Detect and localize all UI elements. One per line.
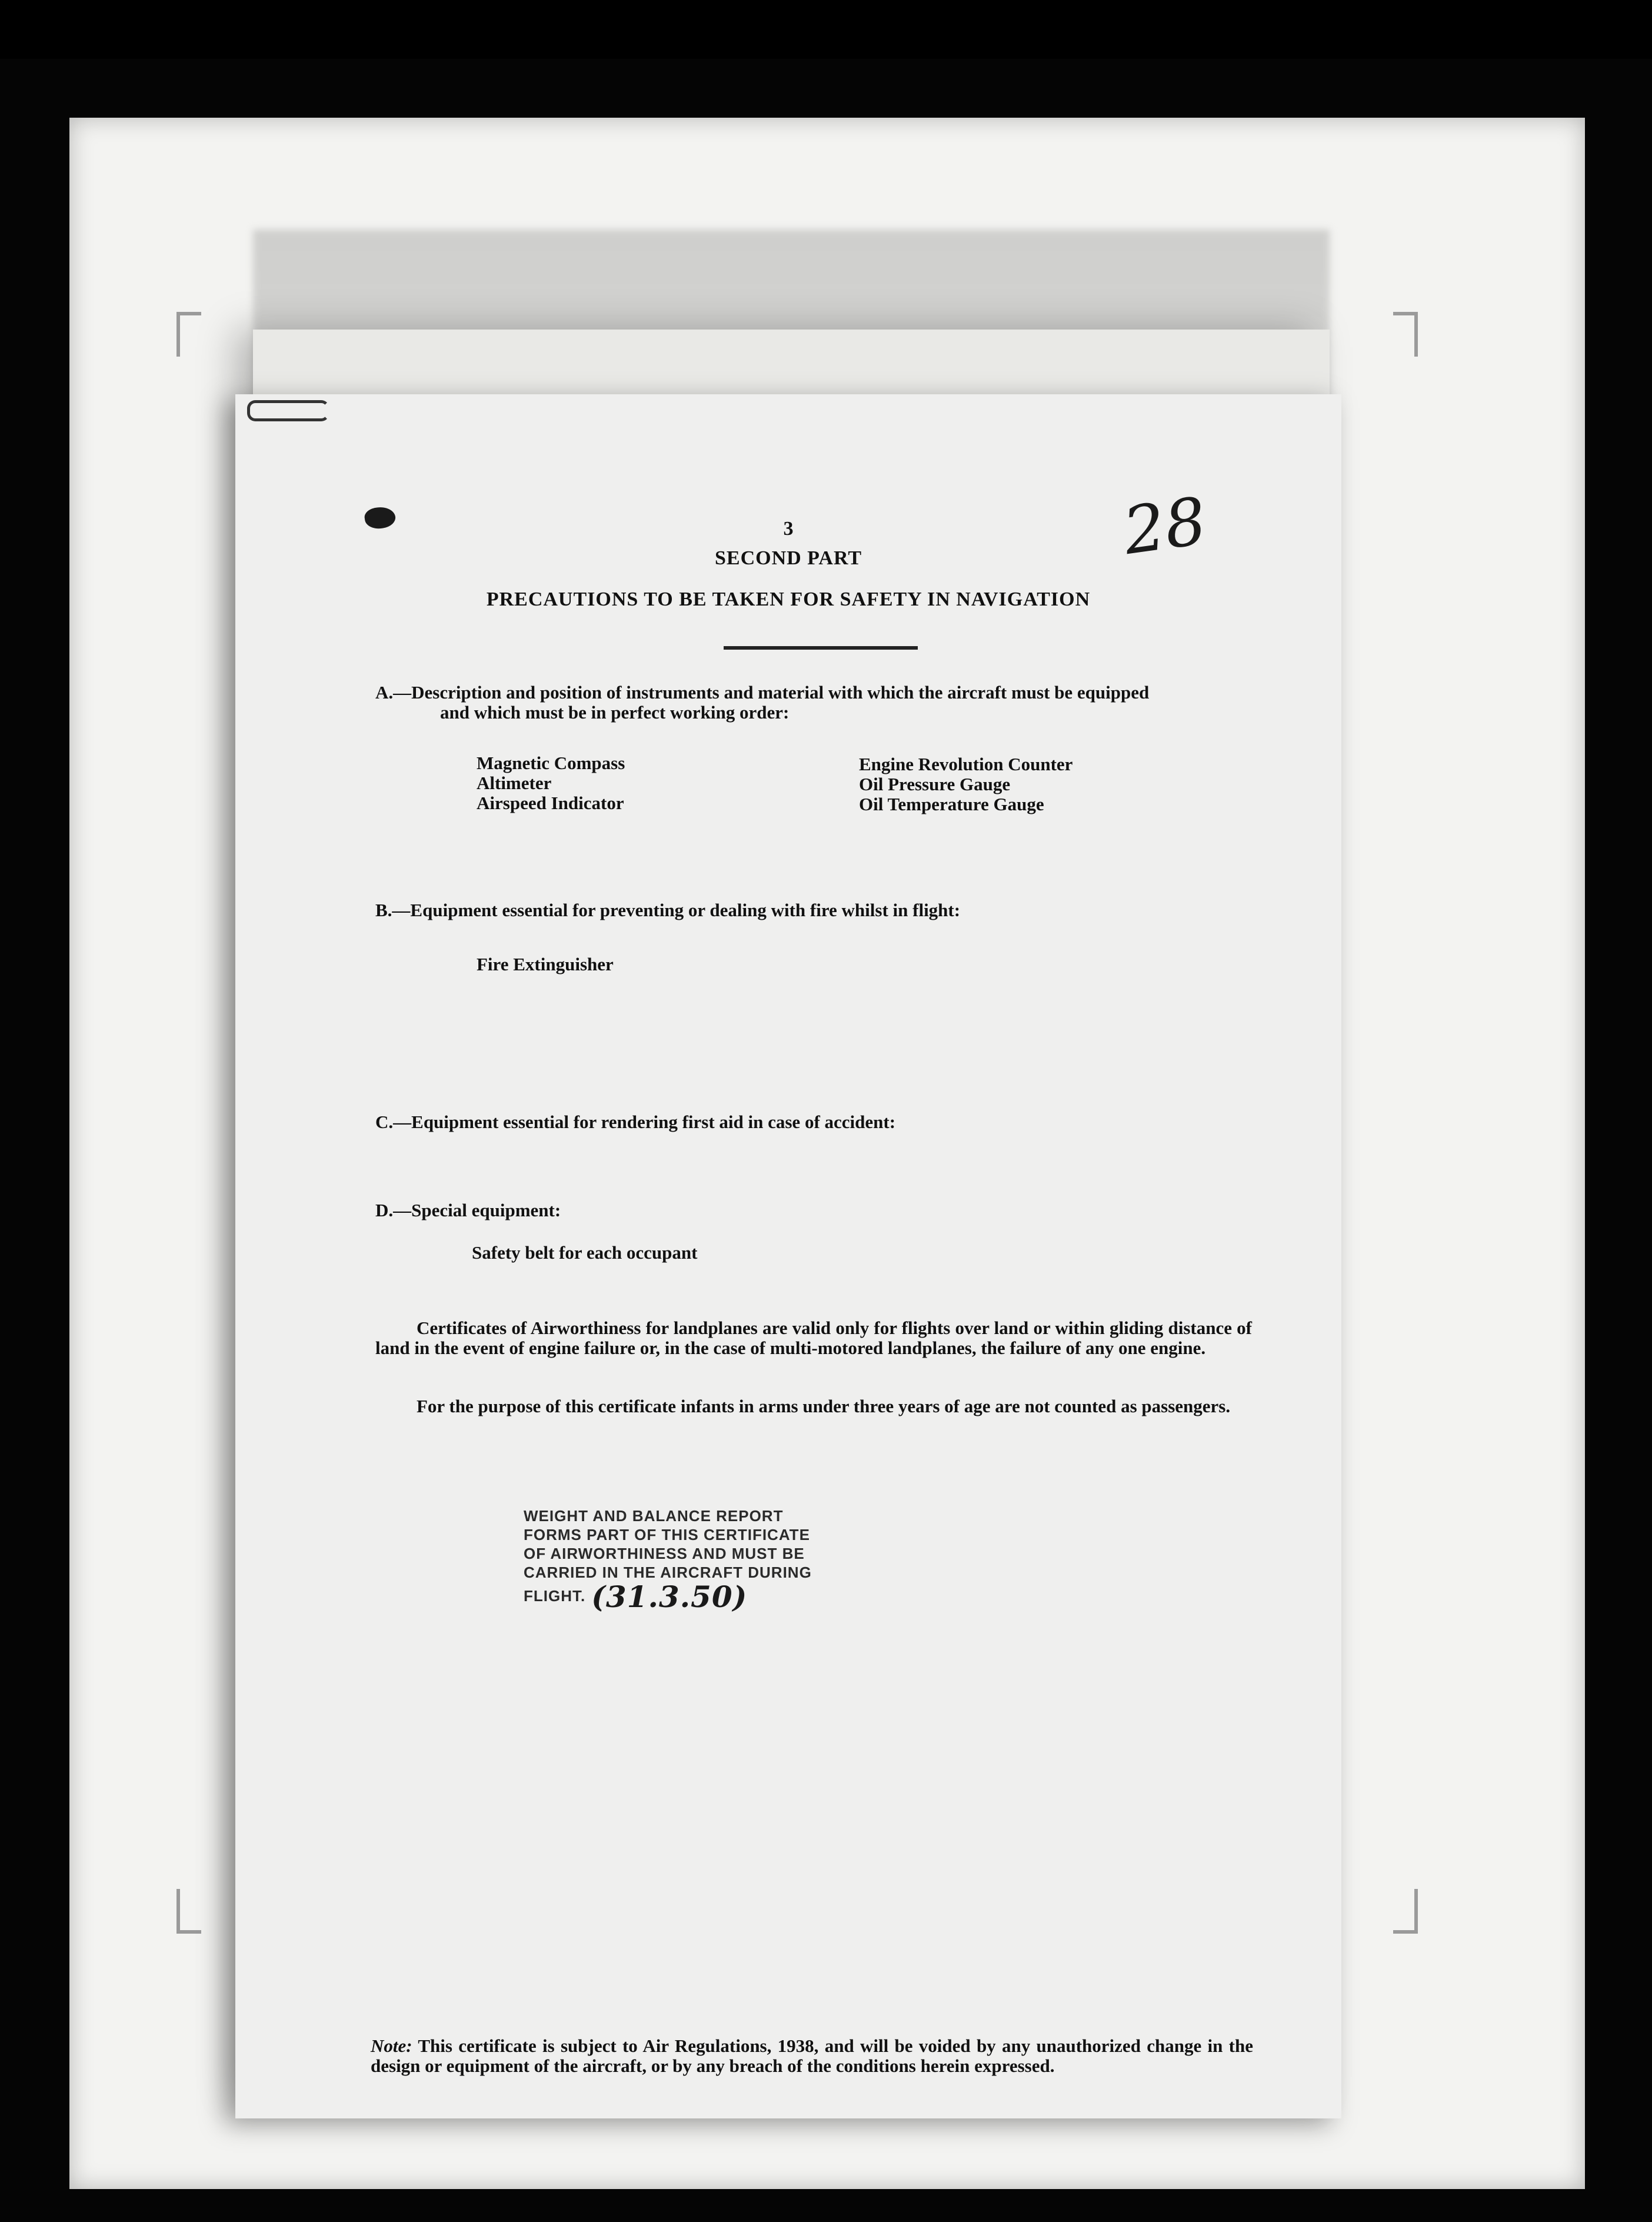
weight-balance-stamp [524, 1506, 853, 1614]
section-a-heading [375, 683, 1252, 723]
list-item: Altimeter [477, 773, 552, 793]
note-text: This certificate is subject to Air Regulations, 1938, and will be voided by any unauthorized change in the design or equipment of the aircraft, or by any breach of the conditions herein expressed. [371, 2035, 1253, 2076]
section-d-heading: D.—Special equipment: [375, 1200, 561, 1220]
film-border [0, 0, 1652, 59]
stamp-flight-text: FLIGHT. [524, 1587, 586, 1605]
title-divider [724, 646, 918, 650]
section-b-item: Fire Extinguisher [477, 954, 614, 974]
list-item: Airspeed Indicator [477, 793, 624, 813]
crop-mark-top-right [1393, 312, 1418, 357]
validity-paragraph: Certificates of Airworthiness for landplanes are valid only for flights over land or within gliding distance of land in the event of engine failure or, in the case of multi-motored landplanes, the failure of any one engine. [375, 1318, 1252, 1358]
instrument-list-right [859, 754, 1212, 814]
stamp-line: FORMS PART OF THIS CERTIFICATE [524, 1526, 810, 1544]
handwritten-date: (31.3.50) [591, 1579, 748, 1614]
list-item: Engine Revolution Counter [859, 754, 1073, 774]
section-a-heading-line1: A.—Description and position of instruments and material with which the aircraft must be equipped [375, 682, 1150, 703]
page-title: PRECAUTIONS TO BE TAKEN FOR SAFETY IN NAVIGATION [486, 588, 1091, 610]
instrument-list-left [477, 753, 782, 813]
list-item: Oil Pressure Gauge [859, 774, 1011, 794]
section-b-heading: B.—Equipment essential for preventing or dealing with fire whilst in flight: [375, 900, 961, 920]
handwritten-folio-number: 28 [1118, 483, 1211, 570]
document-page [235, 394, 1341, 2118]
crop-mark-bottom-right [1393, 1889, 1418, 1934]
crop-mark-top-left [176, 312, 201, 357]
stamp-last-line [524, 1579, 853, 1614]
footer-note [371, 2036, 1253, 2076]
stamp-line: WEIGHT AND BALANCE REPORT [524, 1507, 784, 1525]
list-item: Magnetic Compass [477, 753, 625, 773]
section-a-heading-line2: and which must be in perfect working order: [440, 702, 790, 723]
stamp-line: OF AIRWORTHINESS AND MUST BE [524, 1545, 805, 1562]
part-title: SECOND PART [714, 547, 862, 569]
crop-mark-bottom-left [176, 1889, 201, 1934]
section-c-heading: C.—Equipment essential for rendering first aid in case of accident: [375, 1112, 896, 1132]
section-d-item: Safety belt for each occupant [472, 1242, 698, 1263]
paper-clip-icon [247, 400, 329, 421]
page-number: 3 [783, 518, 794, 540]
list-item: Oil Temperature Gauge [859, 794, 1044, 814]
stamp-line: CARRIED IN THE AIRCRAFT DURING [524, 1564, 812, 1581]
note-label: Note: [371, 2035, 412, 2056]
infants-paragraph: For the purpose of this certificate infants in arms under three years of age are not counted as passengers. [417, 1396, 1231, 1416]
